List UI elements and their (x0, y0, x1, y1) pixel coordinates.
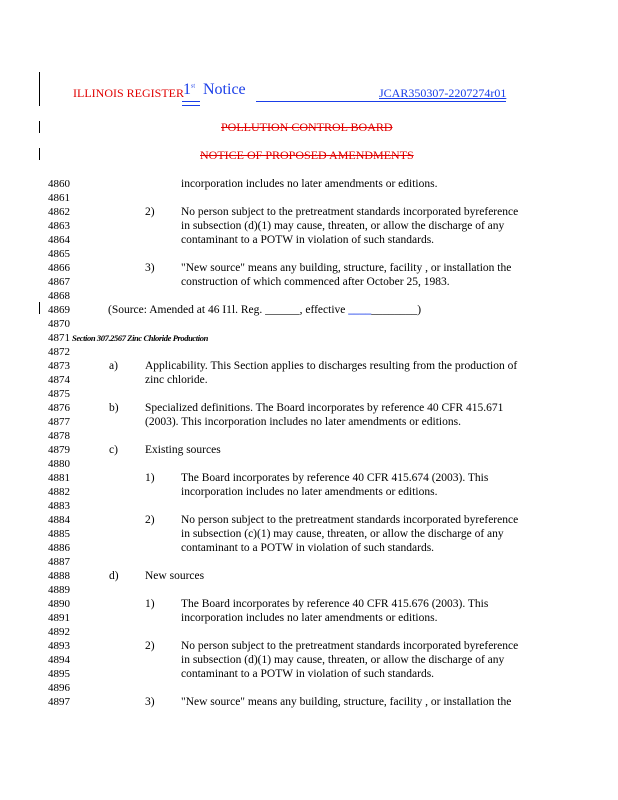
body-line: incorporation includes no later amendments or editions. (181, 178, 438, 190)
line-number: 4869 (48, 304, 70, 316)
body-line: (2003). This incorporation includes no later amendments or editions. (145, 416, 461, 428)
line-number: 4860 (48, 178, 70, 190)
line-number: 4862 (48, 206, 70, 218)
item-label: 2) (145, 640, 155, 652)
line-number: 4875 (48, 388, 70, 400)
line-number: 4861 (48, 192, 70, 204)
body-line: incorporation includes no later amendments or editions. (181, 612, 438, 624)
line-number: 4896 (48, 682, 70, 694)
line-number: 4886 (48, 542, 70, 554)
line-number: 4873 (48, 360, 70, 372)
source-note-end: ________) (371, 304, 422, 316)
body-line: No person subject to the pretreatment standards incorporated byreference (181, 514, 519, 526)
subsection-title: New sources (145, 570, 205, 582)
change-bar (39, 148, 40, 160)
register-title: ILLINOIS REGISTER (73, 86, 184, 100)
body-line: zinc chloride. (145, 374, 208, 386)
line-number: 4888 (48, 570, 70, 582)
line-number: 4897 (48, 696, 70, 708)
line-number: 4871 (48, 332, 70, 344)
line-number: 4865 (48, 248, 70, 260)
line-number: 4892 (48, 626, 70, 638)
change-bar (39, 121, 40, 133)
line-number: 4883 (48, 500, 70, 512)
line-number: 4884 (48, 514, 70, 526)
line-number: 4881 (48, 472, 70, 484)
page-number (183, 81, 195, 99)
body-line: in subsection (d)(1) may cause, threaten, or allow the discharge of any (181, 220, 505, 232)
line-number: 4872 (48, 346, 70, 358)
board-title: POLLUTION CONTROL BOARD (221, 120, 393, 134)
line-number: 4885 (48, 528, 70, 540)
body-line: in subsection (c)(1) may cause, threaten, or allow the discharge of any (181, 528, 504, 540)
line-number: 4880 (48, 458, 70, 470)
line-number: 4867 (48, 276, 70, 288)
line-number: 4893 (48, 640, 70, 652)
body-line: contaminant to a POTW in violation of such standards. (181, 542, 435, 554)
change-bar (39, 302, 40, 314)
document-code: JCAR350307-2207274r01 (379, 86, 507, 100)
item-label: 1) (145, 472, 155, 484)
line-number: 4878 (48, 430, 70, 442)
page-number-double-underline (182, 101, 200, 106)
body-line: "New source" means any building, structure, facility , or installation the (181, 696, 512, 708)
line-number: 4870 (48, 318, 70, 330)
page-number-value: 1 (183, 81, 191, 98)
body-line: No person subject to the pretreatment standards incorporated byreference (181, 206, 519, 218)
body-line: contaminant to a POTW in violation of such standards. (181, 668, 435, 680)
item-label: a) (109, 360, 118, 372)
source-note-text: (Source: Amended at 46 I1l. Reg. ______, effective (108, 304, 349, 316)
body-line: incorporation includes no later amendments or editions. (181, 486, 438, 498)
line-number: 4891 (48, 612, 70, 624)
body-line: The Board incorporates by reference 40 CFR 415.674 (2003). This (181, 472, 489, 484)
line-number: 4876 (48, 402, 70, 414)
line-number: 4866 (48, 262, 70, 274)
source-effective-blank: ____ (348, 304, 372, 316)
item-label: 3) (145, 262, 155, 274)
line-number: 4864 (48, 234, 70, 246)
line-number: 4874 (48, 374, 70, 386)
line-number: 4863 (48, 220, 70, 232)
line-number: 4894 (48, 654, 70, 666)
line-number: 4887 (48, 556, 70, 568)
body-line: "New source" means any building, structure, facility , or installation the (181, 262, 512, 274)
line-number: 4879 (48, 444, 70, 456)
body-line: Applicability. This Section applies to discharges resulting from the production of (145, 360, 518, 372)
page-number-suffix: st (191, 83, 196, 90)
line-number: 4882 (48, 486, 70, 498)
header-underline (256, 101, 506, 102)
item-label: c) (109, 444, 118, 456)
body-line: in subsection (d)(1) may cause, threaten, or allow the discharge of any (181, 654, 505, 666)
item-label: 1) (145, 598, 155, 610)
line-number: 4890 (48, 598, 70, 610)
line-number: 4895 (48, 668, 70, 680)
item-label: 2) (145, 206, 155, 218)
section-heading: Section 307.2567 Zinc Chloride Production (72, 333, 208, 343)
line-number: 4889 (48, 584, 70, 596)
change-bar (39, 72, 40, 106)
item-label: 3) (145, 696, 155, 708)
line-number: 4877 (48, 416, 70, 428)
body-line: Specialized definitions. The Board incorporates by reference 40 CFR 415.671 (145, 402, 504, 414)
body-line: No person subject to the pretreatment standards incorporated byreference (181, 640, 519, 652)
source-note (108, 303, 421, 317)
notice-label: Notice (203, 81, 246, 98)
notice-subtitle: NOTICE OF PROPOSED AMENDMENTS (200, 148, 414, 162)
body-line: construction of which commenced after October 25, 1983. (181, 276, 450, 288)
subsection-title: Existing sources (145, 444, 221, 456)
body-line: contaminant to a POTW in violation of such standards. (181, 234, 435, 246)
item-label: 2) (145, 514, 155, 526)
item-label: b) (109, 402, 119, 414)
item-label: d) (109, 570, 119, 582)
body-line: The Board incorporates by reference 40 CFR 415.676 (2003). This (181, 598, 489, 610)
line-number: 4868 (48, 290, 70, 302)
